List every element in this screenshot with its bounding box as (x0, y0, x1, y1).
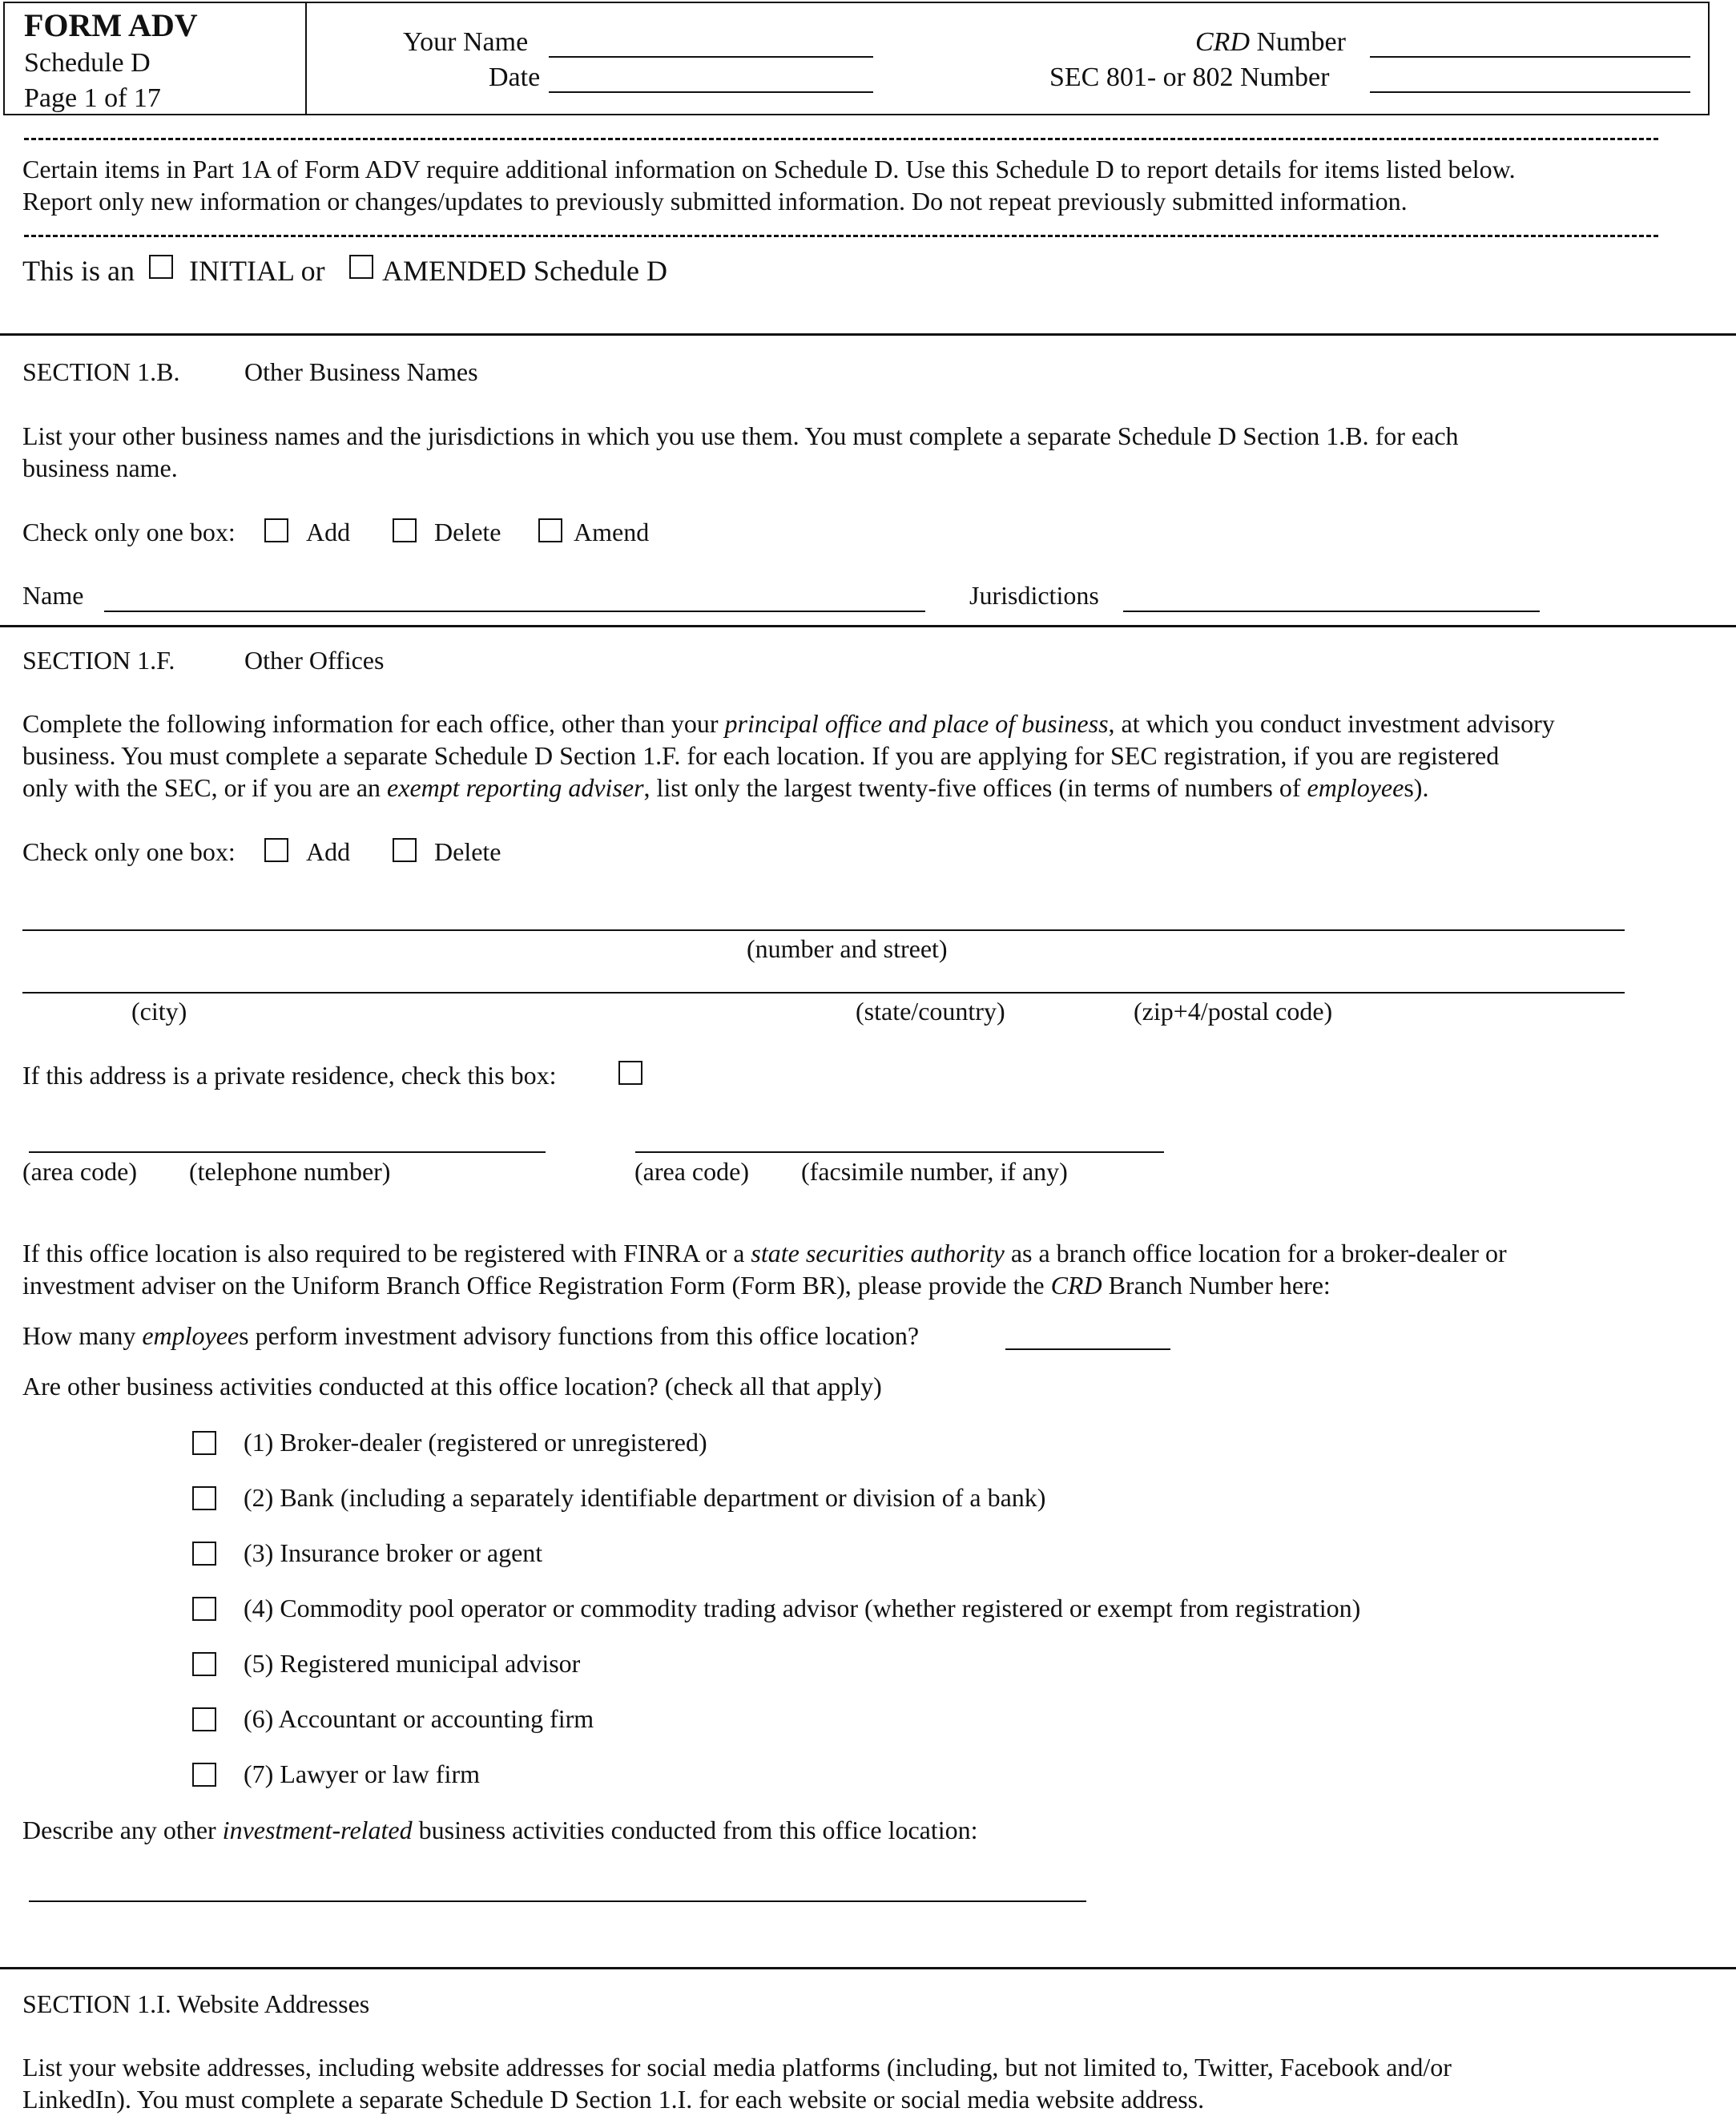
section-1b-delete-label: Delete (434, 518, 501, 546)
amended-checkbox[interactable] (349, 255, 373, 279)
facsimile-caption: (facsimile number, if any) (801, 1157, 1068, 1186)
facsimile-field[interactable] (635, 1151, 1164, 1153)
section-1i-title: SECTION 1.I. Website Addresses (22, 1989, 370, 2018)
section-1b-desc-1: List your other business names and the jurisdictions in which you use them. You must complete a separate Schedule D Section 1.B. for each (22, 421, 1459, 450)
section-divider (0, 333, 1736, 336)
section-1b-amend-label: Amend (574, 518, 650, 546)
city-caption: (city) (131, 997, 187, 1026)
section-1b-add-label: Add (306, 518, 351, 546)
jurisdictions-field[interactable] (1123, 611, 1540, 612)
section-1i-desc-2: LinkedIn). You must complete a separate Schedule D Section 1.I. for each website or social media website address. (22, 2085, 1205, 2114)
private-residence-checkbox[interactable] (618, 1061, 642, 1085)
describe-activities-field[interactable] (29, 1900, 1086, 1902)
form-title: FORM ADV (24, 7, 198, 43)
employees-field[interactable] (1005, 1348, 1170, 1350)
header-divider (305, 3, 307, 114)
state-caption: (state/country) (856, 997, 1005, 1026)
initial-checkbox[interactable] (149, 255, 173, 279)
section-1f-desc-1: Complete the following information for each office, other than your principal office and place of business, at which you conduct investment advisory (22, 709, 1555, 738)
section-1f-number: SECTION 1.F. (22, 646, 175, 675)
section-1b-desc-2: business name. (22, 453, 178, 482)
section-1f-delete-checkbox[interactable] (393, 838, 417, 862)
activity-checkbox-1[interactable] (192, 1431, 216, 1455)
page-number: Page 1 of 17 (24, 83, 161, 113)
jurisdictions-label: Jurisdictions (969, 581, 1099, 610)
date-label: Date (489, 62, 541, 92)
intro-line-1: Certain items in Part 1A of Form ADV require additional information on Schedule D. Use this Schedule D to report details for items listed below. (22, 155, 1516, 183)
finra-line-1: If this office location is also required to be registered with FINRA or a state securities authority as a branch office location for a broker-dealer or (22, 1239, 1507, 1268)
section-1b-title: Other Business Names (244, 357, 478, 386)
schedule-type-prefix: This is an (22, 255, 135, 287)
name-label: Name (22, 581, 84, 610)
activity-label-5: (5) Registered municipal advisor (244, 1649, 581, 1678)
street-caption: (number and street) (747, 934, 948, 963)
telephone-caption: (telephone number) (189, 1157, 391, 1186)
activity-label-4: (4) Commodity pool operator or commodity trading advisor (whether registered or exempt from registration) (244, 1594, 1361, 1622)
activity-label-2: (2) Bank (including a separately identifiable department or division of a bank) (244, 1483, 1046, 1512)
dashed-divider (24, 138, 1658, 140)
describe-activities-label: Describe any other investment-related business activities conducted from this office location: (22, 1816, 978, 1844)
section-divider (0, 1967, 1736, 1969)
form-header (3, 2, 1710, 115)
your-name-label: Your Name (403, 27, 529, 57)
zip-caption: (zip+4/postal code) (1134, 997, 1333, 1026)
area-code-caption-1: (area code) (22, 1157, 137, 1186)
section-1b-amend-checkbox[interactable] (538, 518, 562, 542)
city-state-zip-field[interactable] (22, 992, 1625, 994)
activity-checkbox-4[interactable] (192, 1597, 216, 1621)
private-residence-label: If this address is a private residence, check this box: (22, 1061, 557, 1090)
sec-number-label: SEC 801- or 802 Number (1049, 62, 1330, 92)
activity-checkbox-7[interactable] (192, 1763, 216, 1787)
section-1b-add-checkbox[interactable] (264, 518, 288, 542)
name-field[interactable] (104, 611, 925, 612)
activity-label-7: (7) Lawyer or law firm (244, 1759, 480, 1788)
activity-label-3: (3) Insurance broker or agent (244, 1538, 543, 1567)
dashed-divider (24, 235, 1658, 237)
section-divider (0, 625, 1736, 627)
section-1f-desc-2: business. You must complete a separate Schedule D Section 1.F. for each location. If you are applying for SEC registration, if you are registered (22, 741, 1500, 770)
telephone-field[interactable] (29, 1151, 546, 1153)
your-name-field[interactable] (549, 56, 873, 58)
amended-label: AMENDED Schedule D (382, 255, 667, 287)
section-1f-delete-label: Delete (434, 837, 501, 866)
section-1f-add-checkbox[interactable] (264, 838, 288, 862)
intro-line-2: Report only new information or changes/updates to previously submitted information. Do not repeat previously submitted information. (22, 187, 1408, 216)
activity-checkbox-2[interactable] (192, 1486, 216, 1510)
crd-number-label: CRD Number (1195, 27, 1346, 57)
crd-number-field[interactable] (1370, 56, 1690, 58)
other-activities-question: Are other business activities conducted at this office location? (check all that apply) (22, 1372, 882, 1401)
activity-checkbox-3[interactable] (192, 1542, 216, 1566)
finra-line-2: investment adviser on the Uniform Branch Office Registration Form (Form BR), please provide the CRD Branch Number here: (22, 1271, 1331, 1300)
section-1b-number: SECTION 1.B. (22, 357, 180, 386)
street-field[interactable] (22, 929, 1625, 931)
employees-question: How many employees perform investment advisory functions from this office location? (22, 1321, 920, 1350)
section-1f-title: Other Offices (244, 646, 385, 675)
section-1f-check-label: Check only one box: (22, 837, 236, 866)
activity-label-6: (6) Accountant or accounting firm (244, 1704, 594, 1733)
section-1b-check-label: Check only one box: (22, 518, 236, 546)
schedule-label: Schedule D (24, 48, 151, 78)
section-1f-add-label: Add (306, 837, 351, 866)
date-field[interactable] (549, 91, 873, 93)
area-code-caption-2: (area code) (634, 1157, 749, 1186)
section-1i-desc-1: List your website addresses, including website addresses for social media platforms (including, but not limited to, Twitter, Facebook and/or (22, 2053, 1452, 2082)
initial-label: INITIAL or (189, 255, 325, 287)
activity-checkbox-5[interactable] (192, 1652, 216, 1676)
sec-number-field[interactable] (1370, 91, 1690, 93)
section-1f-desc-3: only with the SEC, or if you are an exempt reporting adviser, list only the largest twenty-five offices (in terms of numbers of employees). (22, 773, 1429, 802)
activity-label-1: (1) Broker-dealer (registered or unregistered) (244, 1428, 707, 1457)
activity-checkbox-6[interactable] (192, 1707, 216, 1731)
section-1b-delete-checkbox[interactable] (393, 518, 417, 542)
